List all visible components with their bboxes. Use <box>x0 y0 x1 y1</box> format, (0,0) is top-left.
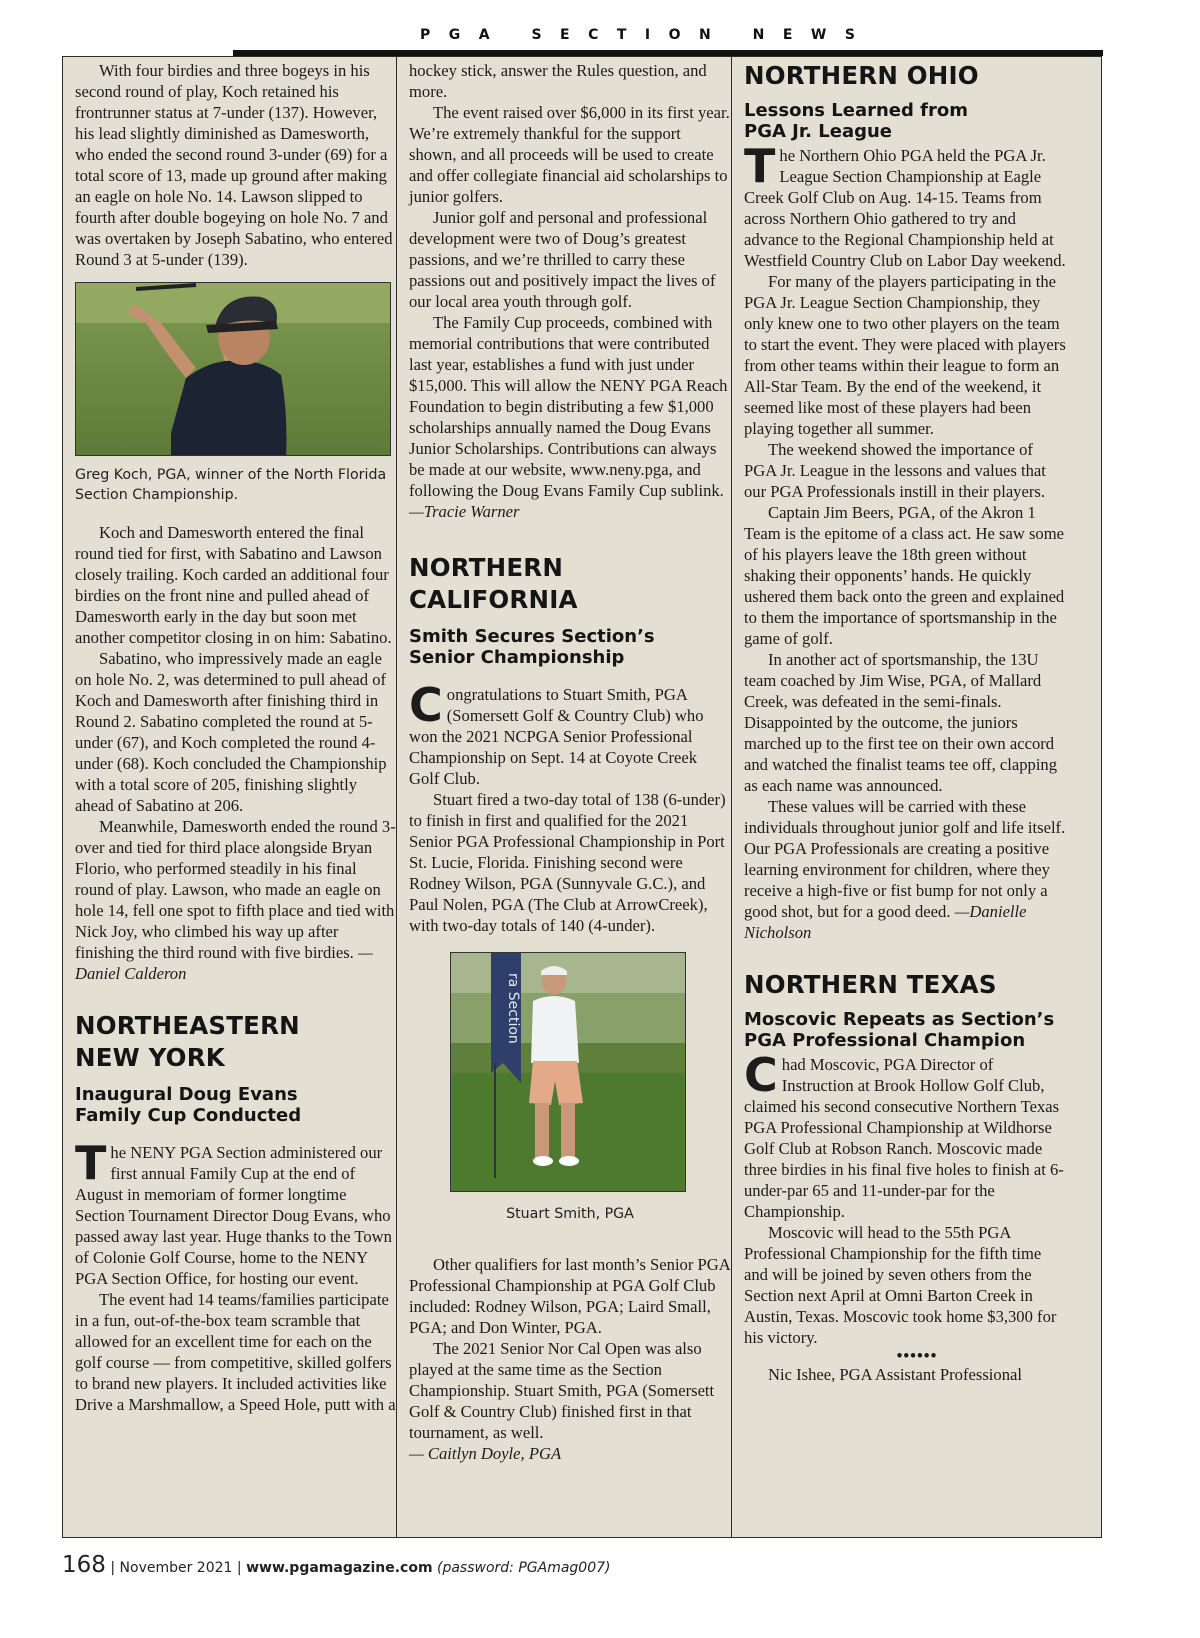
article-paragraph: Koch and Damesworth entered the final round tied for first, with Sabatino and Lawson closely trailing. Koch carded an additional four birdies on the front nine and pulled ahead of Damesworth early in the day but soon met another competitor closing in on him: Sabatino. <box>75 523 392 647</box>
section-subtitle: PGA Jr. League <box>744 121 893 142</box>
photo-caption: Greg Koch, PGA, winner of the North Florida Section Championship. <box>75 467 387 503</box>
section-subtitle: Lessons Learned from <box>744 100 968 121</box>
banner-text: ra Section <box>505 973 521 1044</box>
lead-text: he Northern Ohio PGA held the PGA Jr. League Section Championship at Eagle Creek Golf Club on Aug. 14-15. Teams from across Northern Ohio gathered to try and advance to the Regional Championship held at Westfield Country Club on Labor Day weekend. <box>744 146 1066 270</box>
column-3 <box>744 60 1066 1385</box>
author-signature: —Danielle Nicholson <box>744 902 1027 942</box>
section-title: NORTHERN TEXAS <box>744 970 997 999</box>
article-paragraph: hockey stick, answer the Rules question, and more. <box>409 61 707 101</box>
section-separator: •••••• <box>896 1346 938 1365</box>
section-title: CALIFORNIA <box>409 585 578 614</box>
section-title: NORTHERN <box>409 553 564 582</box>
drop-cap: C <box>409 678 443 732</box>
drop-cap: T <box>75 1136 107 1190</box>
section-title: NORTHEASTERN <box>75 1011 300 1040</box>
article-paragraph: Nic Ishee, PGA Assistant Professional <box>768 1365 1022 1384</box>
photo-caption: Stuart Smith, PGA <box>506 1206 634 1222</box>
article-paragraph: Other qualifiers for last month’s Senior PGA Professional Championship at PGA Golf Club included: Rodney Wilson, PGA; Laird Small, PGA; and Don Winter, PGA. <box>409 1255 730 1337</box>
drop-cap: T <box>744 139 776 193</box>
section-subtitle: Family Cup Conducted <box>75 1105 302 1126</box>
article-paragraph <box>75 816 397 984</box>
article-lead <box>75 1136 397 1289</box>
password-note: (password: PGAmag007) <box>432 1560 611 1576</box>
paragraph-text: Meanwhile, Damesworth ended the round 3-over and tied for third place alongside Bryan Florio, who performed steadily in his final round of play. Lawson, who made an eagle on hole 14, fell one spot to fifth place and tied with Nick Joy, who climbed his way up after finishing the third round with five birdies. <box>75 817 396 962</box>
magazine-url-link[interactable]: www.pgamagazine.com <box>246 1560 433 1576</box>
page-number: 168 <box>62 1552 106 1578</box>
section-subtitle: Inaugural Doug Evans <box>75 1084 298 1105</box>
article-paragraph: Stuart fired a two-day total of 138 (6-under) to finish in first and qualified for the 2021 Senior PGA Professional Championship in Port St. Lucie, Florida. Finishing second were Rodney Wilson, PGA (Sunnyvale G.C.), and Paul Nolen, PGA (The Club at ArrowCreek), with two-day totals of 140 (4-under). <box>409 790 726 935</box>
greg-koch-photo <box>75 282 391 456</box>
article-paragraph: The 2021 Senior Nor Cal Open was also played at the same time as the Section Championship. Stuart Smith, PGA (Somersett Golf & Country Club) finished first in that tournament, as well. <box>409 1339 715 1442</box>
stuart-smith-photo <box>450 952 686 1192</box>
article-paragraph <box>409 312 731 522</box>
footer-separator: | <box>232 1560 247 1576</box>
section-subtitle: Senior Championship <box>409 647 625 668</box>
drop-cap: C <box>744 1048 778 1102</box>
column-1 <box>75 60 397 1415</box>
golfer-swing-image <box>76 283 391 456</box>
article-lead <box>409 678 731 789</box>
golfer-portrait-image <box>451 953 686 1192</box>
column-2 <box>409 60 731 1464</box>
issue-date: November 2021 <box>119 1560 233 1576</box>
section-header-title: PGA SECTION NEWS <box>420 27 874 43</box>
paragraph-text: These values will be carried with these individuals throughout junior golf and life itself. Our PGA Professionals are creating a positive learning environment for children, where they receive a high-five or fist bump for not only a good shot, but for a good deed. <box>744 797 1066 921</box>
article-lead <box>744 139 1066 271</box>
author-signature: — Caitlyn Doyle, PGA <box>409 1444 562 1463</box>
article-paragraph <box>744 796 1066 943</box>
section-subtitle: PGA Professional Champion <box>744 1030 1026 1051</box>
footer-separator: | <box>105 1560 120 1576</box>
article-paragraph: The weekend showed the importance of PGA Jr. League in the lessons and values that our PGA Professionals instill in their players. <box>744 440 1046 501</box>
article-paragraph: For many of the players participating in the PGA Jr. League Section Championship, they only knew one to two other players on the team to start the event. They were placed with players from other teams within their league to form an All-Star Team. By the end of the weekend, it seemed like most of these players had been playing together all summer. <box>744 272 1066 438</box>
column-divider <box>731 56 732 1538</box>
section-subtitle: Smith Secures Section’s <box>409 626 655 647</box>
section-title: NEW YORK <box>75 1043 225 1072</box>
author-signature: —Daniel Calderon <box>75 943 373 983</box>
article-paragraph: The event had 14 teams/families participate in a fun, out-of-the-box team scramble that allowed for an excellent time for each on the golf course — from competitive, skilled golfers to brand new players. It included activities like Drive a Marshmallow, a Speed Hole, putt with a <box>75 1290 396 1414</box>
article-paragraph: The event raised over $6,000 in its first year. We’re extremely thankful for the support shown, and all proceeds will be used to create and offer collegiate financial aid scholarships to junior golfers. <box>409 103 730 206</box>
article-paragraph: Moscovic will head to the 55th PGA Professional Championship for the fifth time and will be joined by seven others from the Section next April at Omni Barton Creek in Austin, Texas. Moscovic took home $3,300 for his victory. <box>744 1223 1057 1347</box>
article-paragraph: Junior golf and personal and professional development were two of Doug’s greatest passions, and we’re thrilled to carry these passions out and positively impact the lives of our local area youth through golf. <box>409 208 716 311</box>
lead-text: he NENY PGA Section administered our first annual Family Cup at the end of August in memoriam of former longtime Section Tournament Director Doug Evans, who passed away last year. Huge thanks to the Town of Colonie Golf Course, home to the NENY PGA Section Office, for hosting our event. <box>75 1143 392 1288</box>
author-signature: —Tracie Warner <box>409 502 520 521</box>
lead-text: ongratulations to Stuart Smith, PGA (Somersett Golf & Country Club) who won the 2021 NCPGA Senior Professional Championship on Sept. 14 at Coyote Creek Golf Club. <box>409 685 704 788</box>
article-paragraph: Captain Jim Beers, PGA, of the Akron 1 Team is the epitome of a class act. He saw some of his players leave the 18th green without shaking their opponents’ hands. He quickly ushered them back onto the green and explained to them the importance of sportsmanship in the game of golf. <box>744 503 1065 648</box>
article-paragraph: In another act of sportsmanship, the 13U team coached by Jim Wise, PGA, of Mallard Creek, was defeated in the semi-finals. Disappointed by the outcome, the juniors marched up to the first tee on their own accord and watched the finalist teams tee off, clapping as each name was announced. <box>744 650 1058 795</box>
page-footer <box>62 1552 610 1578</box>
paragraph-text: The Family Cup proceeds, combined with memorial contributions that were contributed last year, establishes a fund with just under $15,000. This will allow the NENY PGA Reach Foundation to begin distributing a few $1,000 scholarships annually named the Doug Evans Junior Scholarships. Contributions can always be made at our website, www.neny.pga, and following the Doug Evans Family Cup sublink. <box>409 313 728 500</box>
article-paragraph: With four birdies and three bogeys in his second round of play, Koch retained his frontrunner status at 7-under (137). However, his lead slightly diminished as Damesworth, who ended the second round 3-under (69) for a total score of 13, made up ground after making an eagle on hole No. 14. Lawson slipped to fourth after double bogeying on hole No. 7 and was overtaken by Joseph Sabatino, who entered Round 3 at 5-under (139). <box>75 61 393 269</box>
article-lead <box>744 1048 1066 1222</box>
section-title: NORTHERN OHIO <box>744 61 979 90</box>
section-subtitle: Moscovic Repeats as Section’s <box>744 1009 1055 1030</box>
article-paragraph: Sabatino, who impressively made an eagle on hole No. 2, was determined to pull ahead of Koch and Damesworth after finishing third in Round 2. Sabatino completed the round at 5-under (67), and Koch completed the round 4-under (68). Koch concluded the Championship with a total score of 205, finishing slightly ahead of Sabatino at 206. <box>75 649 387 815</box>
lead-text: had Moscovic, PGA Director of Instruction at Brook Hollow Golf Club, claimed his second consecutive Northern Texas PGA Professional Championship at Wildhorse Golf Club at Robson Ranch. Moscovic made three birdies in his final five holes to finish at 6-under-par 65 and 11-under-par for the Championship. <box>744 1055 1064 1221</box>
